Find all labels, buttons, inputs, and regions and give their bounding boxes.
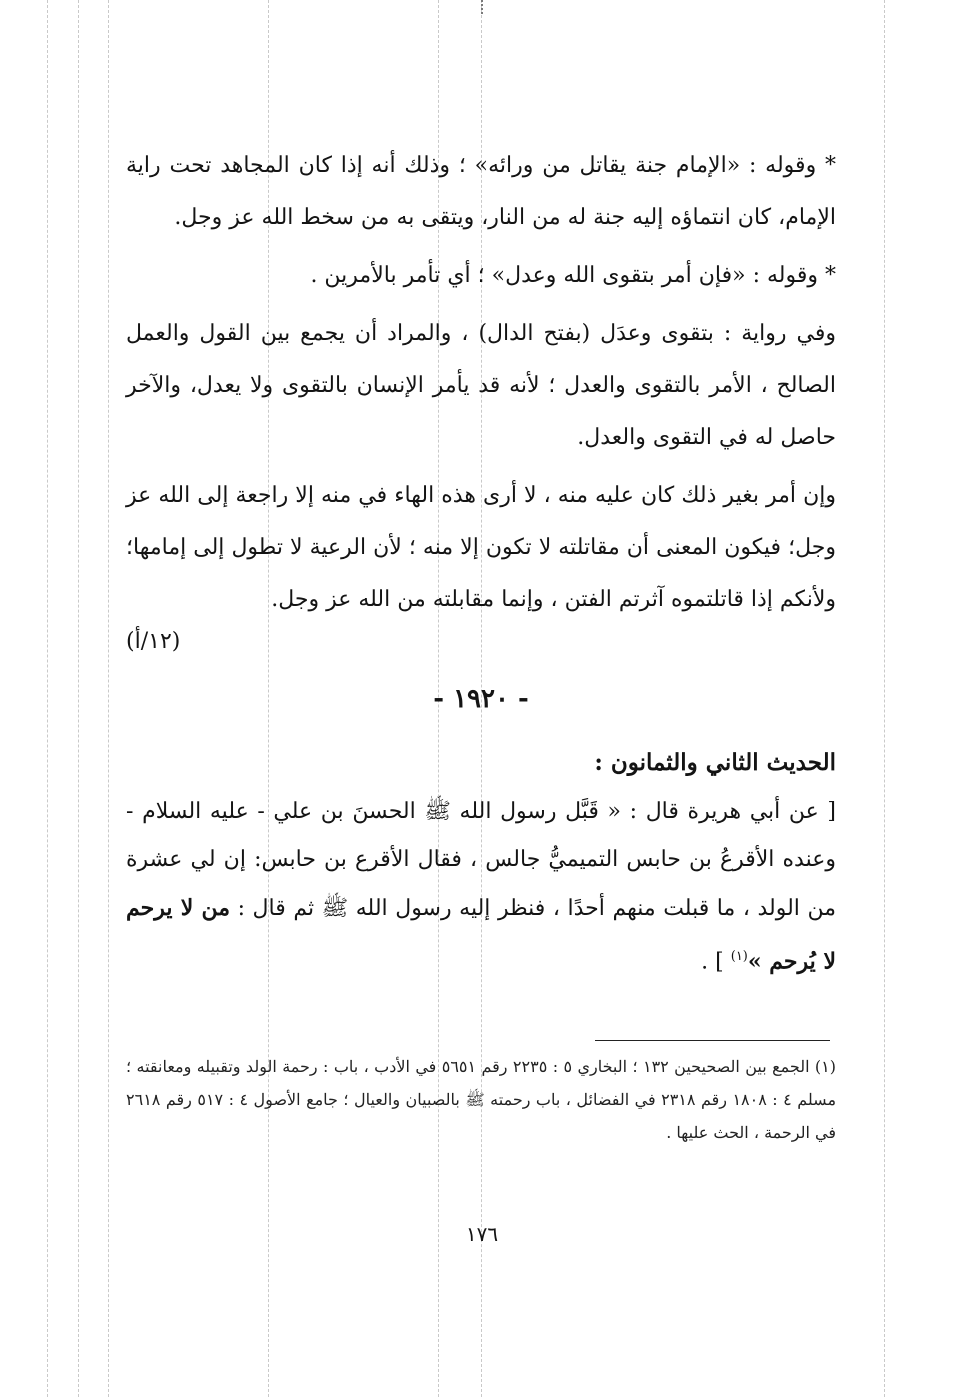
manuscript-folio-ref: (١٢/أ) [126, 629, 181, 654]
scan-guide-line [78, 0, 79, 1397]
paragraph-pronoun-explanation: وإن أمر بغير ذلك كان عليه منه ، لا أرى هذه الهاء في منه إلا راجعة إلى الله عز وجل؛ فيكون المعنى أن مقاتلته لا تكون إلا منه ؛ لأن الرعية لا تطول إلى إمامها؛ ولأنكم إذا قاتلتموه آثرتم الفتن ، وإنما مقابلته من الله عز وجل. [126, 483, 836, 612]
hadith-final-words: من لا يرحم لا يُرحم » [126, 895, 836, 975]
footnote: (١) الجمع بين الصحيحين ١٣٢ ؛ البخاري ٥ : ٢٢٣٥ رقم ٥٦٥١ في الأدب ، باب : رحمة الولد وتقبيله ومعانقته ؛ مسلم ٤ : ١٨٠٨ رقم ٢٣١٨ في الفضائل ، باب رحمته ﷺ بالصبيان والعيال ؛ جامع الأصول ٤ : ٥١٧ رقم ٢٦١٨ في الرحمة ، الحث عليها . [126, 1057, 837, 1142]
hadith-text [126, 788, 836, 986]
scan-guide-line [884, 0, 885, 1397]
scan-top-mark [481, 0, 483, 14]
main-text [126, 140, 836, 986]
section-heading: الحديث الثاني والثمانون : [594, 749, 836, 776]
footnote-marker: (١) [730, 949, 748, 964]
page-number: ١٧٦ [465, 1222, 499, 1246]
hadith-quote [126, 788, 836, 986]
hadith-body: [ عن أبي هريرة قال : « قَبَّل رسول الله ﷺ الحسنَ بن علي - عليه السلام - وعنده الأقرعُ بن حابس التميميُّ جالس ، فقال الأقرع بن حابس: إن لي عشرة من الولد ، ما قبلت منهم أحدًا ، فنظر إليه رسول الله ﷺ ثم قال : [126, 799, 837, 921]
scan-guide-line [47, 0, 48, 1397]
paragraph-two-commands: * وقوله : «فإن أمر بتقوى الله وعدل» ؛ أي تأمر بالأمرين . [310, 263, 836, 288]
hadith-number: - ١٩٢٠ - [433, 684, 529, 714]
paragraph-imam-shield: * وقوله : «الإمام جنة يقاتل من ورائه» ؛ وذلك أنه إذا كان المجاهد تحت راية الإمام، كان انتماؤه إليه جنة له من النار، ويتقى به من سخط الله عز وجل. [126, 153, 836, 230]
hadith-closing-bracket: ] . [701, 949, 724, 975]
footnote-divider [595, 1040, 830, 1041]
scan-guide-line [108, 0, 109, 1397]
paragraph-narration-variant: وفي رواية : بتقوى وعدَل (بفتح الدال) ، والمراد أن يجمع بين القول والعمل الصالح ، الأمر بالتقوى والعدل ؛ لأنه قد يأمر الإنسان بالتقوى ولا يعدل، والآخر حاصل له في التقوى والعدل. [126, 321, 836, 450]
